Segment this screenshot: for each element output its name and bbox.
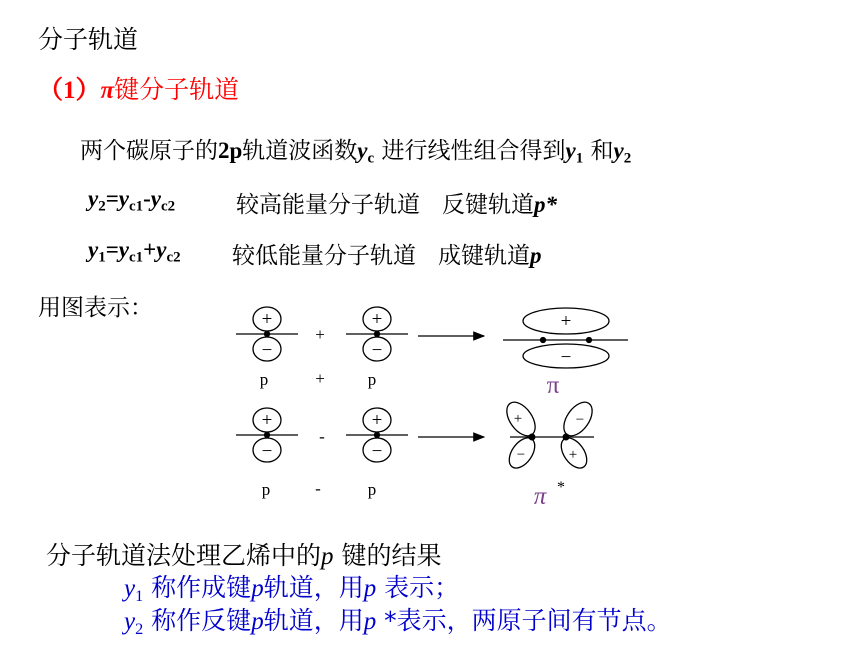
intro-text: 和	[583, 138, 614, 164]
summary-text: 键的结果	[333, 541, 442, 570]
eq-desc: 较低能量分子轨道	[232, 243, 416, 269]
summary-text: 轨道，用	[263, 573, 364, 602]
op-minus-row2: -	[319, 427, 325, 446]
intro-text: 轨道波函数	[242, 138, 358, 164]
section-title-text: 键分子轨道	[114, 75, 240, 104]
pi-lobe-plus: +	[560, 311, 572, 332]
eq-term: y	[88, 237, 99, 262]
eq-sub: c2	[166, 249, 181, 266]
label-p-b1: p	[367, 370, 377, 389]
page-title: 分子轨道	[38, 25, 139, 54]
eq-sign: =	[105, 237, 119, 262]
summary-p: p	[321, 543, 334, 570]
summary-p: p	[251, 608, 264, 635]
eq-desc: 较高能量分子轨道	[236, 192, 420, 218]
lobe-plus-a2: +	[261, 410, 273, 431]
eq-sub: c1	[129, 198, 144, 215]
pi-star-label: π	[533, 483, 547, 510]
eq-term: y	[156, 237, 167, 262]
psi-c: y	[357, 138, 368, 163]
eq-bond: 成键轨道	[438, 243, 530, 269]
pi-star-asterisk: *	[557, 479, 565, 496]
eq-term: y	[150, 186, 162, 211]
summary-line-3	[124, 601, 672, 639]
eq-p: p	[530, 243, 542, 268]
eq-term: y	[118, 186, 130, 211]
intro-2p: 2p	[218, 138, 243, 163]
summary-psi: y	[124, 608, 136, 635]
psi-2-sub: 2	[623, 150, 632, 167]
lobe-plus-b2: +	[371, 410, 383, 431]
psi-2: y	[613, 138, 624, 163]
intro-text: 进行线性组合得到	[374, 138, 566, 164]
op-plus-row1: +	[315, 325, 325, 344]
lobe-plus-b1: +	[371, 309, 383, 330]
label-p-a2: p	[261, 480, 271, 499]
summary-text: 分子轨道法处理乙烯中的	[46, 541, 322, 570]
figure-label: 用图表示：	[38, 295, 153, 321]
section-pi: π	[100, 77, 115, 104]
summary-sub: 1	[135, 586, 144, 605]
pi-star-orbital	[501, 397, 598, 473]
pi-star-lobe-plus-left: +	[513, 411, 523, 427]
summary-text: 表示；	[376, 573, 460, 602]
pi-star-lobe-minus-left: −	[516, 447, 526, 463]
eq-sub: c2	[161, 198, 176, 215]
eq-p: p*	[534, 192, 557, 217]
summary-line-1	[46, 536, 441, 572]
summary-psi: y	[124, 575, 136, 602]
summary-text: 轨道，用	[263, 606, 364, 635]
pi-lobe-minus: −	[560, 347, 572, 368]
section-number: （1）	[38, 77, 101, 104]
eq-sub: 2	[98, 198, 106, 215]
label-op-row2: -	[315, 479, 321, 498]
summary-text: 称作成键	[143, 573, 252, 602]
label-op-row1: +	[315, 369, 325, 388]
summary-text: *表示，两原子间有节点。	[376, 606, 672, 635]
psi-1-sub: 1	[575, 150, 584, 167]
summary-text: 称作反键	[143, 606, 252, 635]
psi-1: y	[565, 138, 576, 163]
label-p-b2: p	[367, 480, 377, 499]
lobe-minus-b2: −	[371, 441, 383, 462]
eq-sub: c1	[129, 249, 144, 266]
eq-bond: 反键轨道	[442, 192, 534, 218]
intro-text: 两个碳原子的	[80, 138, 218, 164]
label-p-a1: p	[259, 370, 269, 389]
summary-p: p	[363, 608, 377, 635]
pi-star-lobe-minus-right: −	[575, 412, 585, 428]
eq-sub: 1	[98, 249, 106, 266]
lobe-plus-a1: +	[261, 309, 273, 330]
pi-label: π	[546, 372, 560, 399]
lobe-minus-a2: −	[261, 441, 273, 462]
summary-p: p	[251, 575, 264, 602]
pi-star-lobe-plus-right: +	[568, 447, 578, 463]
lobe-minus-a1: −	[261, 340, 273, 361]
eq-op: +	[143, 237, 157, 262]
summary-p: p	[363, 575, 377, 602]
eq-op: -	[143, 186, 151, 211]
lobe-minus-b1: −	[371, 340, 383, 361]
eq-sign: =	[105, 186, 119, 211]
summary-sub: 2	[135, 619, 144, 638]
psi-c-sub: c	[367, 150, 375, 167]
eq-term: y	[88, 186, 99, 211]
eq-term: y	[118, 237, 130, 262]
